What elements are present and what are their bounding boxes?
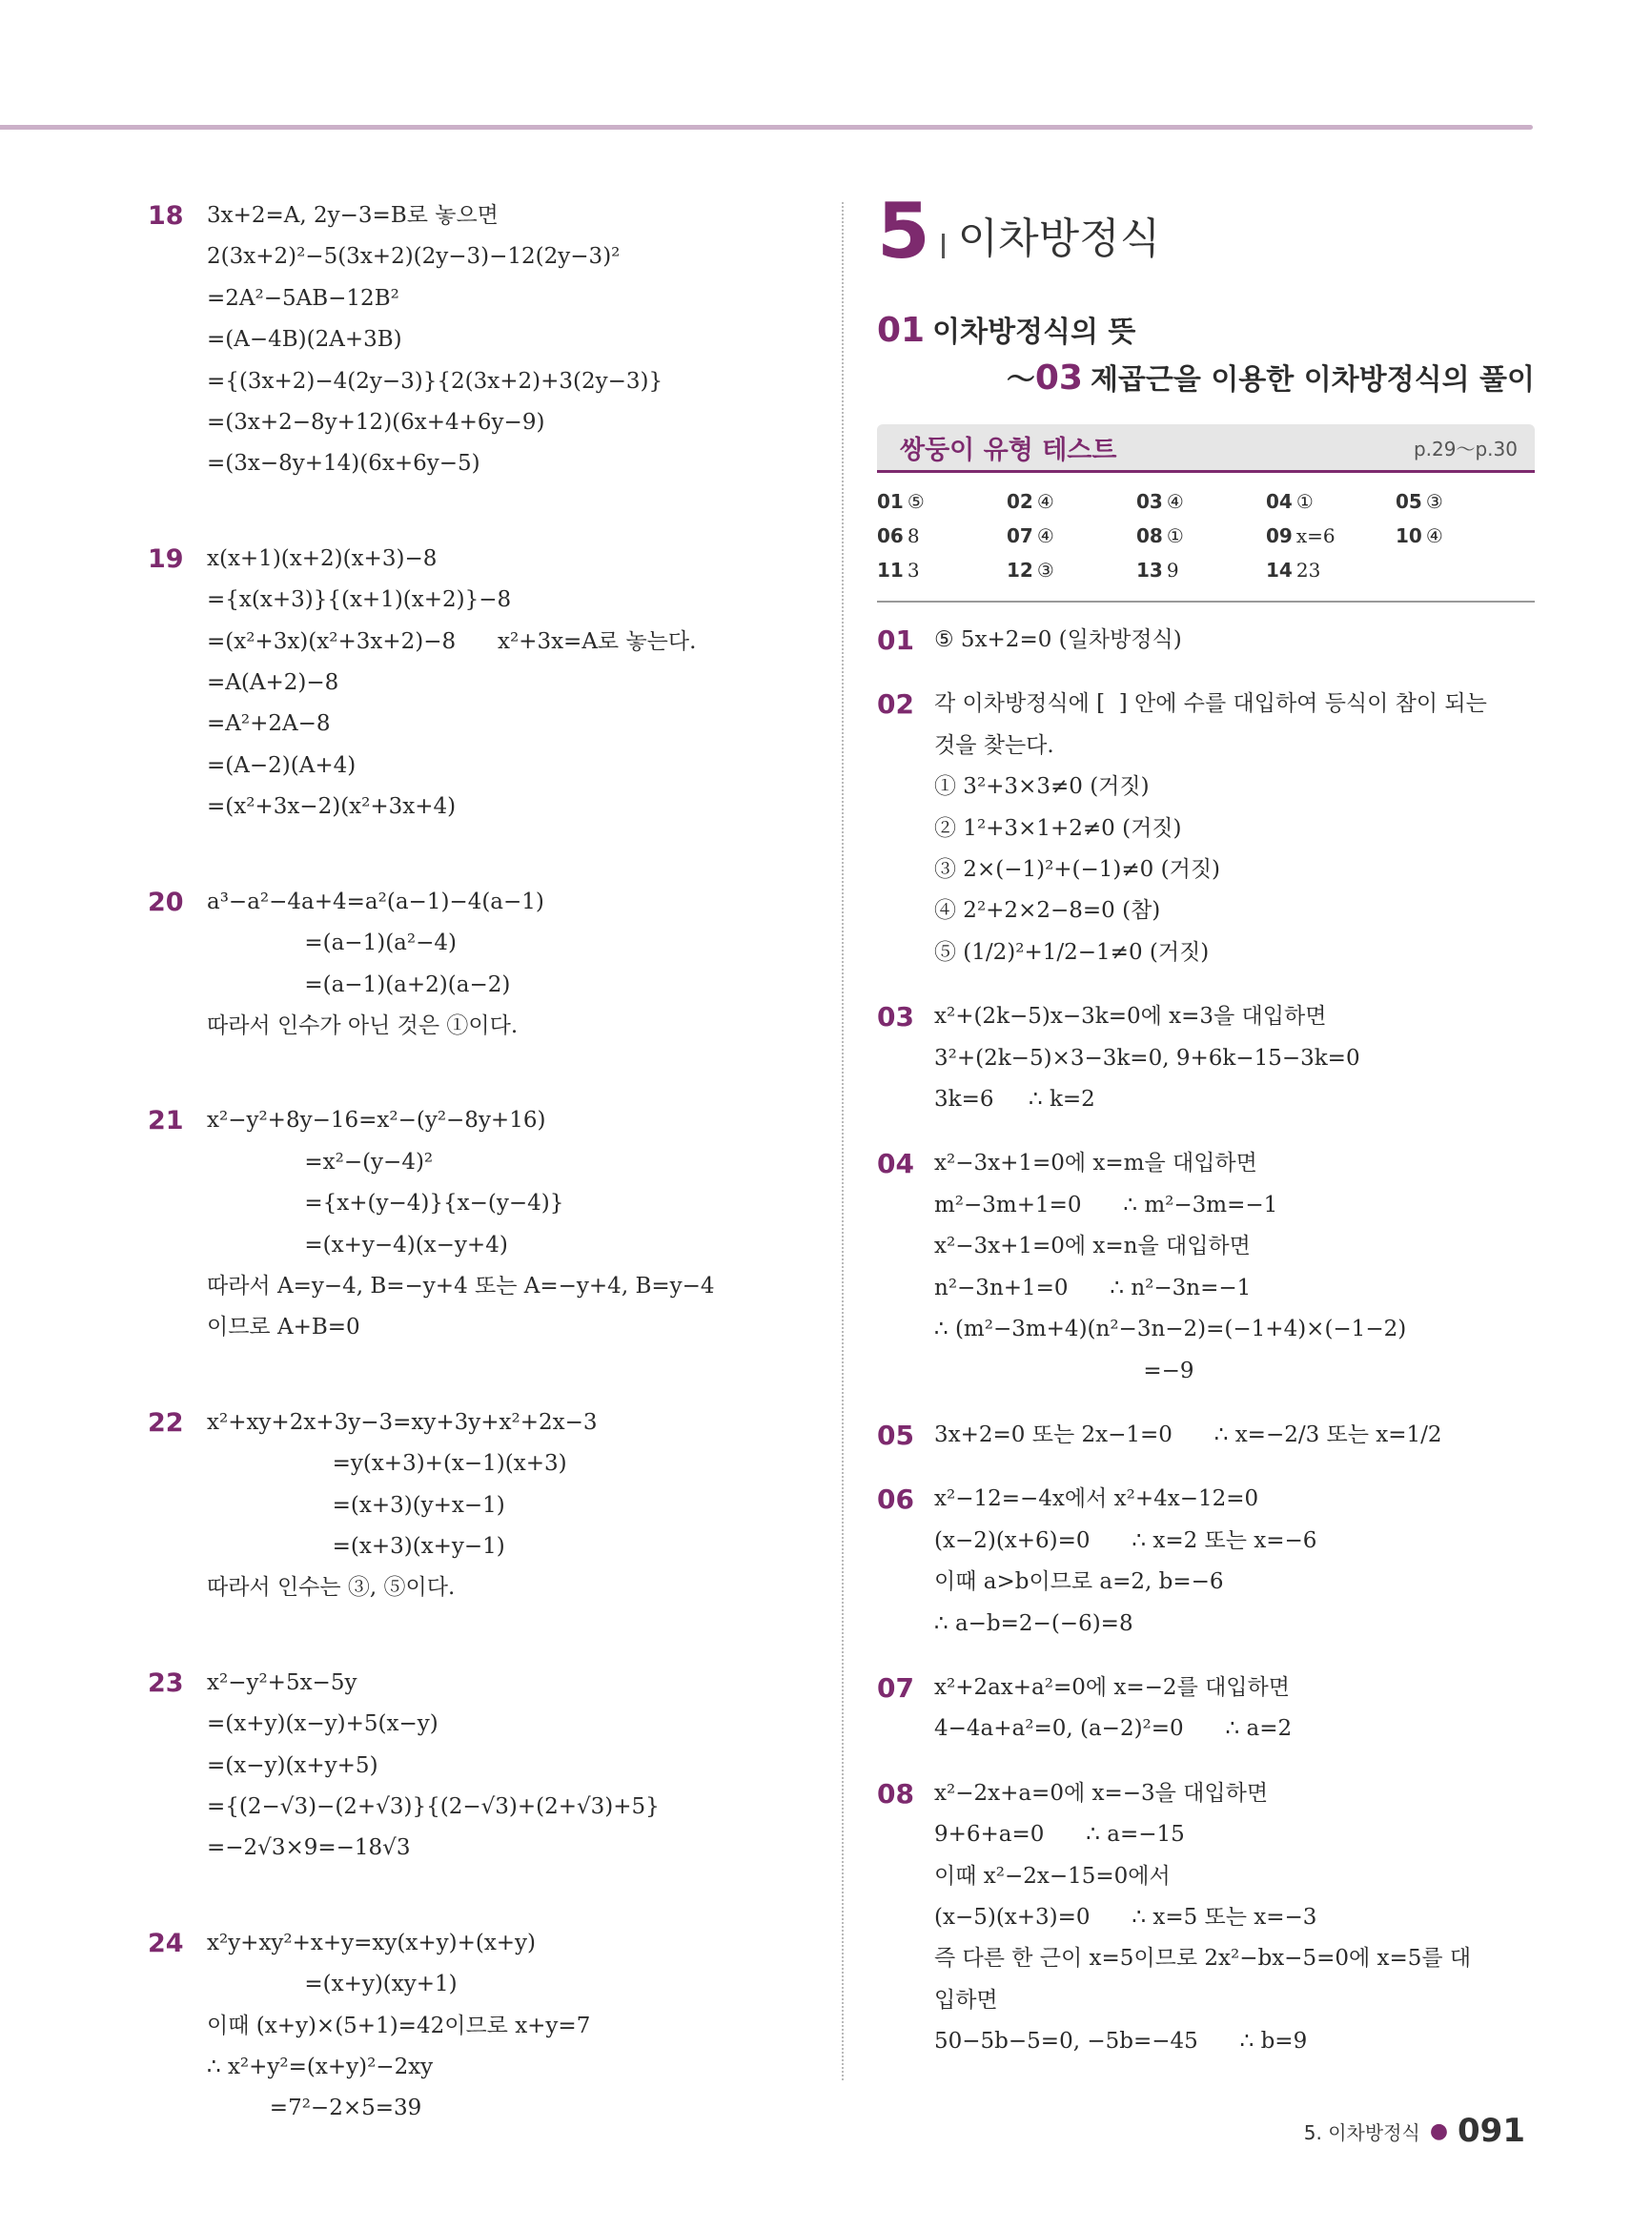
column-divider <box>842 202 844 2080</box>
answer-value: ③ <box>1425 490 1443 513</box>
problem-number: 19 <box>148 543 184 574</box>
answer-item <box>1266 519 1396 553</box>
chapter-title <box>877 186 1535 276</box>
problem-20 <box>148 882 815 1048</box>
solution-line: =(x²+3x−2)(x²+3x+4) <box>207 794 457 820</box>
solution-line: =(x−y)(x+y+5) <box>207 1752 378 1778</box>
answer-number: 10 <box>1396 524 1422 547</box>
solution-line: 3x+2=0 또는 2x−1=0 ∴ x=−2/3 또는 x=1/2 <box>934 1422 1442 1447</box>
solution-line: ① 3²+3×3≠0 (거짓) <box>934 774 1150 800</box>
answer-value: ① <box>1166 524 1184 547</box>
range-tilde: ～ <box>1006 363 1035 397</box>
problem-number: 08 <box>877 1777 914 1810</box>
answer-value: ④ <box>1425 524 1443 547</box>
solution-line: =(x+y)(x−y)+5(x−y) <box>207 1711 438 1737</box>
problem-19 <box>148 539 815 829</box>
answer-item <box>1136 484 1266 519</box>
test-page-range: p.29～p.30 <box>1413 437 1518 460</box>
chapter-name: 이차방정식 <box>957 215 1161 263</box>
solution-line: 2(3x+2)²−5(3x+2)(2y−3)−12(2y−3)² <box>207 244 621 270</box>
solution-line: ={x(x+3)}{(x+1)(x+2)}−8 <box>207 587 512 613</box>
solution-line: x²+2ax+a²=0에 x=−2를 대입하면 <box>934 1674 1290 1700</box>
solution-line: 따라서 A=y−4, B=−y+4 또는 A=−y+4, B=y−4 <box>207 1273 715 1299</box>
solution-line: (x−2)(x+6)=0 ∴ x=2 또는 x=−6 <box>934 1527 1317 1553</box>
problem-18 <box>148 195 815 485</box>
solution-line: =A(A+2)−8 <box>207 670 339 696</box>
answer-item <box>1266 553 1396 587</box>
solution-line: 이므로 A+B=0 <box>207 1315 360 1340</box>
answer-number: 14 <box>1266 559 1293 582</box>
answer-value: 8 <box>907 524 920 547</box>
problem-number: 06 <box>877 1483 914 1516</box>
answer-item <box>1007 553 1136 587</box>
problem-21 <box>148 1100 815 1348</box>
solution-line: 50−5b−5=0, −5b=−45 ∴ b=9 <box>934 2029 1308 2055</box>
problem-number: 02 <box>877 688 914 721</box>
solution-line: 이때 a>b이므로 a=2, b=−6 <box>934 1569 1224 1595</box>
solution-line: 이때 (x+y)×(5+1)=42이므로 x+y=7 <box>207 2013 591 2038</box>
problem-number: 20 <box>148 887 184 917</box>
solution-line: =(a−1)(a²−4) <box>207 931 457 956</box>
solution-01 <box>877 620 1535 661</box>
solution-line: x²−2x+a=0에 x=−3을 대입하면 <box>934 1780 1269 1806</box>
top-decorative-rule <box>0 125 1533 130</box>
page-number: 091 <box>1458 2112 1525 2150</box>
test-title: 쌍둥이 유형 테스트 <box>900 435 1117 465</box>
answer-number: 08 <box>1136 524 1163 547</box>
problem-number: 24 <box>148 1928 184 1958</box>
answer-number: 01 <box>877 490 904 513</box>
answer-item <box>877 484 1007 519</box>
answer-value: 9 <box>1166 559 1179 582</box>
answer-value: 3 <box>907 559 920 582</box>
solution-line: x²+xy+2x+3y−3=xy+3y+x²+2x−3 <box>207 1409 598 1435</box>
solution-line: m²−3m+1=0 ∴ m²−3m=−1 <box>934 1192 1278 1217</box>
solution-line: =x²−(y−4)² <box>207 1149 434 1175</box>
solution-line: =(x+3)(x+y−1) <box>207 1533 505 1559</box>
solution-line: 즉 다른 한 근이 x=5이므로 2x²−bx−5=0에 x=5를 대 <box>934 1946 1472 1972</box>
solution-line: =(A−2)(A+4) <box>207 752 357 778</box>
problem-number: 05 <box>877 1419 914 1451</box>
bullet-icon: ● <box>1429 2118 1449 2143</box>
solution-line: ④ 2²+2×2−8=0 (참) <box>934 898 1161 924</box>
solution-line: =−2√3×9=−18√3 <box>207 1835 411 1861</box>
problem-number: 04 <box>877 1148 914 1180</box>
solution-line: ② 1²+3×1+2≠0 (거짓) <box>934 815 1182 841</box>
solution-line: 입하면 <box>934 1987 998 2013</box>
problem-number: 18 <box>148 201 184 231</box>
answer-number: 07 <box>1007 524 1033 547</box>
solution-07 <box>877 1667 1535 1750</box>
solution-line: 4−4a+a²=0, (a−2)²=0 ∴ a=2 <box>934 1716 1293 1742</box>
answer-value: 23 <box>1295 559 1321 582</box>
solution-04 <box>877 1143 1535 1391</box>
answer-item <box>1007 484 1136 519</box>
twin-test-header <box>877 424 1535 473</box>
solution-line: =y(x+3)+(x−1)(x+3) <box>207 1451 567 1477</box>
solution-line: 3x+2=A, 2y−3=B로 놓으면 <box>207 203 499 228</box>
answer-item <box>1136 553 1266 587</box>
solution-line: x²−y²+8y−16=x²−(y²−8y+16) <box>207 1108 546 1134</box>
answer-number: 04 <box>1266 490 1293 513</box>
solution-03 <box>877 996 1535 1120</box>
solution-line: 따라서 인수는 ③, ⑤이다. <box>207 1575 456 1601</box>
solution-08 <box>877 1773 1535 2063</box>
answer-value: ⑤ <box>907 490 925 513</box>
answer-value: ④ <box>1036 490 1054 513</box>
section-number: 01 <box>877 311 926 350</box>
solution-line: 9+6+a=0 ∴ a=−15 <box>934 1822 1185 1848</box>
solution-line: x²−12=−4x에서 x²+4x−12=0 <box>934 1486 1259 1512</box>
solution-line: ={x+(y−4)}{x−(y−4)} <box>207 1191 564 1217</box>
section-title-line2 <box>877 356 1535 403</box>
solution-line: ={(3x+2)−4(2y−3)}{2(3x+2)+3(2y−3)} <box>207 368 663 394</box>
solution-line: =(a−1)(a+2)(a−2) <box>207 972 511 997</box>
solution-line: x²+(2k−5)x−3k=0에 x=3을 대입하면 <box>934 1004 1327 1030</box>
solution-05 <box>877 1415 1535 1456</box>
solution-line: =A²+2A−8 <box>207 711 331 737</box>
chapter-number: 5 <box>877 187 930 276</box>
answer-number: 13 <box>1136 559 1163 582</box>
solution-line: ∴ (m²−3m+4)(n²−3n−2)=(−1+4)×(−1−2) <box>934 1317 1407 1342</box>
solution-line: =(x+y)(xy+1) <box>207 1972 458 1997</box>
answer-value: ④ <box>1166 490 1184 513</box>
answer-number: 06 <box>877 524 904 547</box>
right-column <box>877 186 1535 2086</box>
solution-line: =(x+y−4)(x−y+4) <box>207 1232 508 1258</box>
solution-line: =2A²−5AB−12B² <box>207 285 399 311</box>
solution-line: 따라서 인수가 아닌 것은 ①이다. <box>207 1013 519 1038</box>
solution-line: ⑤ 5x+2=0 (일차방정식) <box>934 627 1182 652</box>
solution-line: 3k=6 ∴ k=2 <box>934 1087 1095 1113</box>
section-name: 이차방정식의 뜻 <box>932 316 1136 349</box>
problem-number: 01 <box>877 624 914 656</box>
left-column <box>148 195 815 2183</box>
solution-line: =(x²+3x)(x²+3x+2)−8 x²+3x=A로 놓는다. <box>207 628 697 654</box>
solution-line: 이때 x²−2x−15=0에서 <box>934 1863 1171 1889</box>
solution-line: 것을 찾는다. <box>934 732 1054 758</box>
solution-06 <box>877 1479 1535 1645</box>
solution-line: =(x+3)(y+x−1) <box>207 1492 505 1518</box>
solution-line: (x−5)(x+3)=0 ∴ x=5 또는 x=−3 <box>934 1904 1317 1930</box>
problem-24 <box>148 1923 815 2130</box>
solution-line: x²−3x+1=0에 x=m을 대입하면 <box>934 1151 1257 1176</box>
solution-line: x²−3x+1=0에 x=n을 대입하면 <box>934 1234 1251 1259</box>
answer-number: 11 <box>877 559 904 582</box>
answer-item <box>1007 519 1136 553</box>
answer-item <box>1266 484 1396 519</box>
page-footer <box>1304 2112 1525 2150</box>
solution-line: =(3x+2−8y+12)(6x+4+6y−9) <box>207 410 545 436</box>
solution-line: n²−3n+1=0 ∴ n²−3n=−1 <box>934 1275 1252 1300</box>
answer-item <box>1136 519 1266 553</box>
solution-line: =−9 <box>934 1358 1194 1383</box>
solution-line: 3²+(2k−5)×3−3k=0, 9+6k−15−3k=0 <box>934 1045 1360 1071</box>
solution-line: ∴ a−b=2−(−6)=8 <box>934 1610 1133 1636</box>
solution-line: =(A−4B)(2A+3B) <box>207 327 402 353</box>
solution-line: x²−y²+5x−5y <box>207 1669 357 1695</box>
problem-number: 22 <box>148 1407 184 1438</box>
answer-item <box>1396 519 1525 553</box>
problem-number: 23 <box>148 1667 184 1698</box>
problem-number: 07 <box>877 1671 914 1704</box>
section-title-line1 <box>877 308 1535 356</box>
problem-number: 21 <box>148 1106 184 1136</box>
solution-line: x(x+1)(x+2)(x+3)−8 <box>207 545 438 571</box>
answer-value: ① <box>1295 490 1314 513</box>
answer-number: 12 <box>1007 559 1033 582</box>
answer-value: ④ <box>1036 524 1054 547</box>
chapter-separator <box>942 234 945 258</box>
solution-line: ∴ x²+y²=(x+y)²−2xy <box>207 2055 434 2080</box>
solution-line: a³−a²−4a+4=a²(a−1)−4(a−1) <box>207 889 544 914</box>
problem-number: 03 <box>877 1001 914 1033</box>
answer-number: 02 <box>1007 490 1033 513</box>
problem-22 <box>148 1402 815 1609</box>
answer-value: x=6 <box>1295 524 1336 547</box>
solution-line: ⑤ (1/2)²+1/2−1≠0 (거짓) <box>934 939 1210 965</box>
solution-line: =(3x−8y+14)(6x+6y−5) <box>207 451 480 477</box>
solution-02 <box>877 684 1535 973</box>
solution-line: ③ 2×(−1)²+(−1)≠0 (거짓) <box>934 857 1221 883</box>
answer-number: 05 <box>1396 490 1422 513</box>
answer-number: 09 <box>1266 524 1293 547</box>
section-number: 03 <box>1034 358 1083 398</box>
solution-line: ={(2−√3)−(2+√3)}{(2−√3)+(2+√3)+5} <box>207 1794 660 1819</box>
answer-number: 03 <box>1136 490 1163 513</box>
solution-line: x²y+xy²+x+y=xy(x+y)+(x+y) <box>207 1930 537 1955</box>
problem-23 <box>148 1663 815 1870</box>
answer-value: ③ <box>1036 559 1054 582</box>
solution-line: =7²−2×5=39 <box>207 2096 422 2121</box>
footer-chapter-label: 5. 이차방정식 <box>1303 2120 1420 2144</box>
solution-line: 각 이차방정식에 [ ] 안에 수를 대입하여 등식이 참이 되는 <box>934 691 1487 717</box>
answer-key-grid <box>877 473 1535 603</box>
answer-item <box>877 553 1007 587</box>
answer-item <box>877 519 1007 553</box>
section-name: 제곱근을 이용한 이차방정식의 풀이 <box>1090 363 1535 397</box>
answer-item <box>1396 484 1525 519</box>
